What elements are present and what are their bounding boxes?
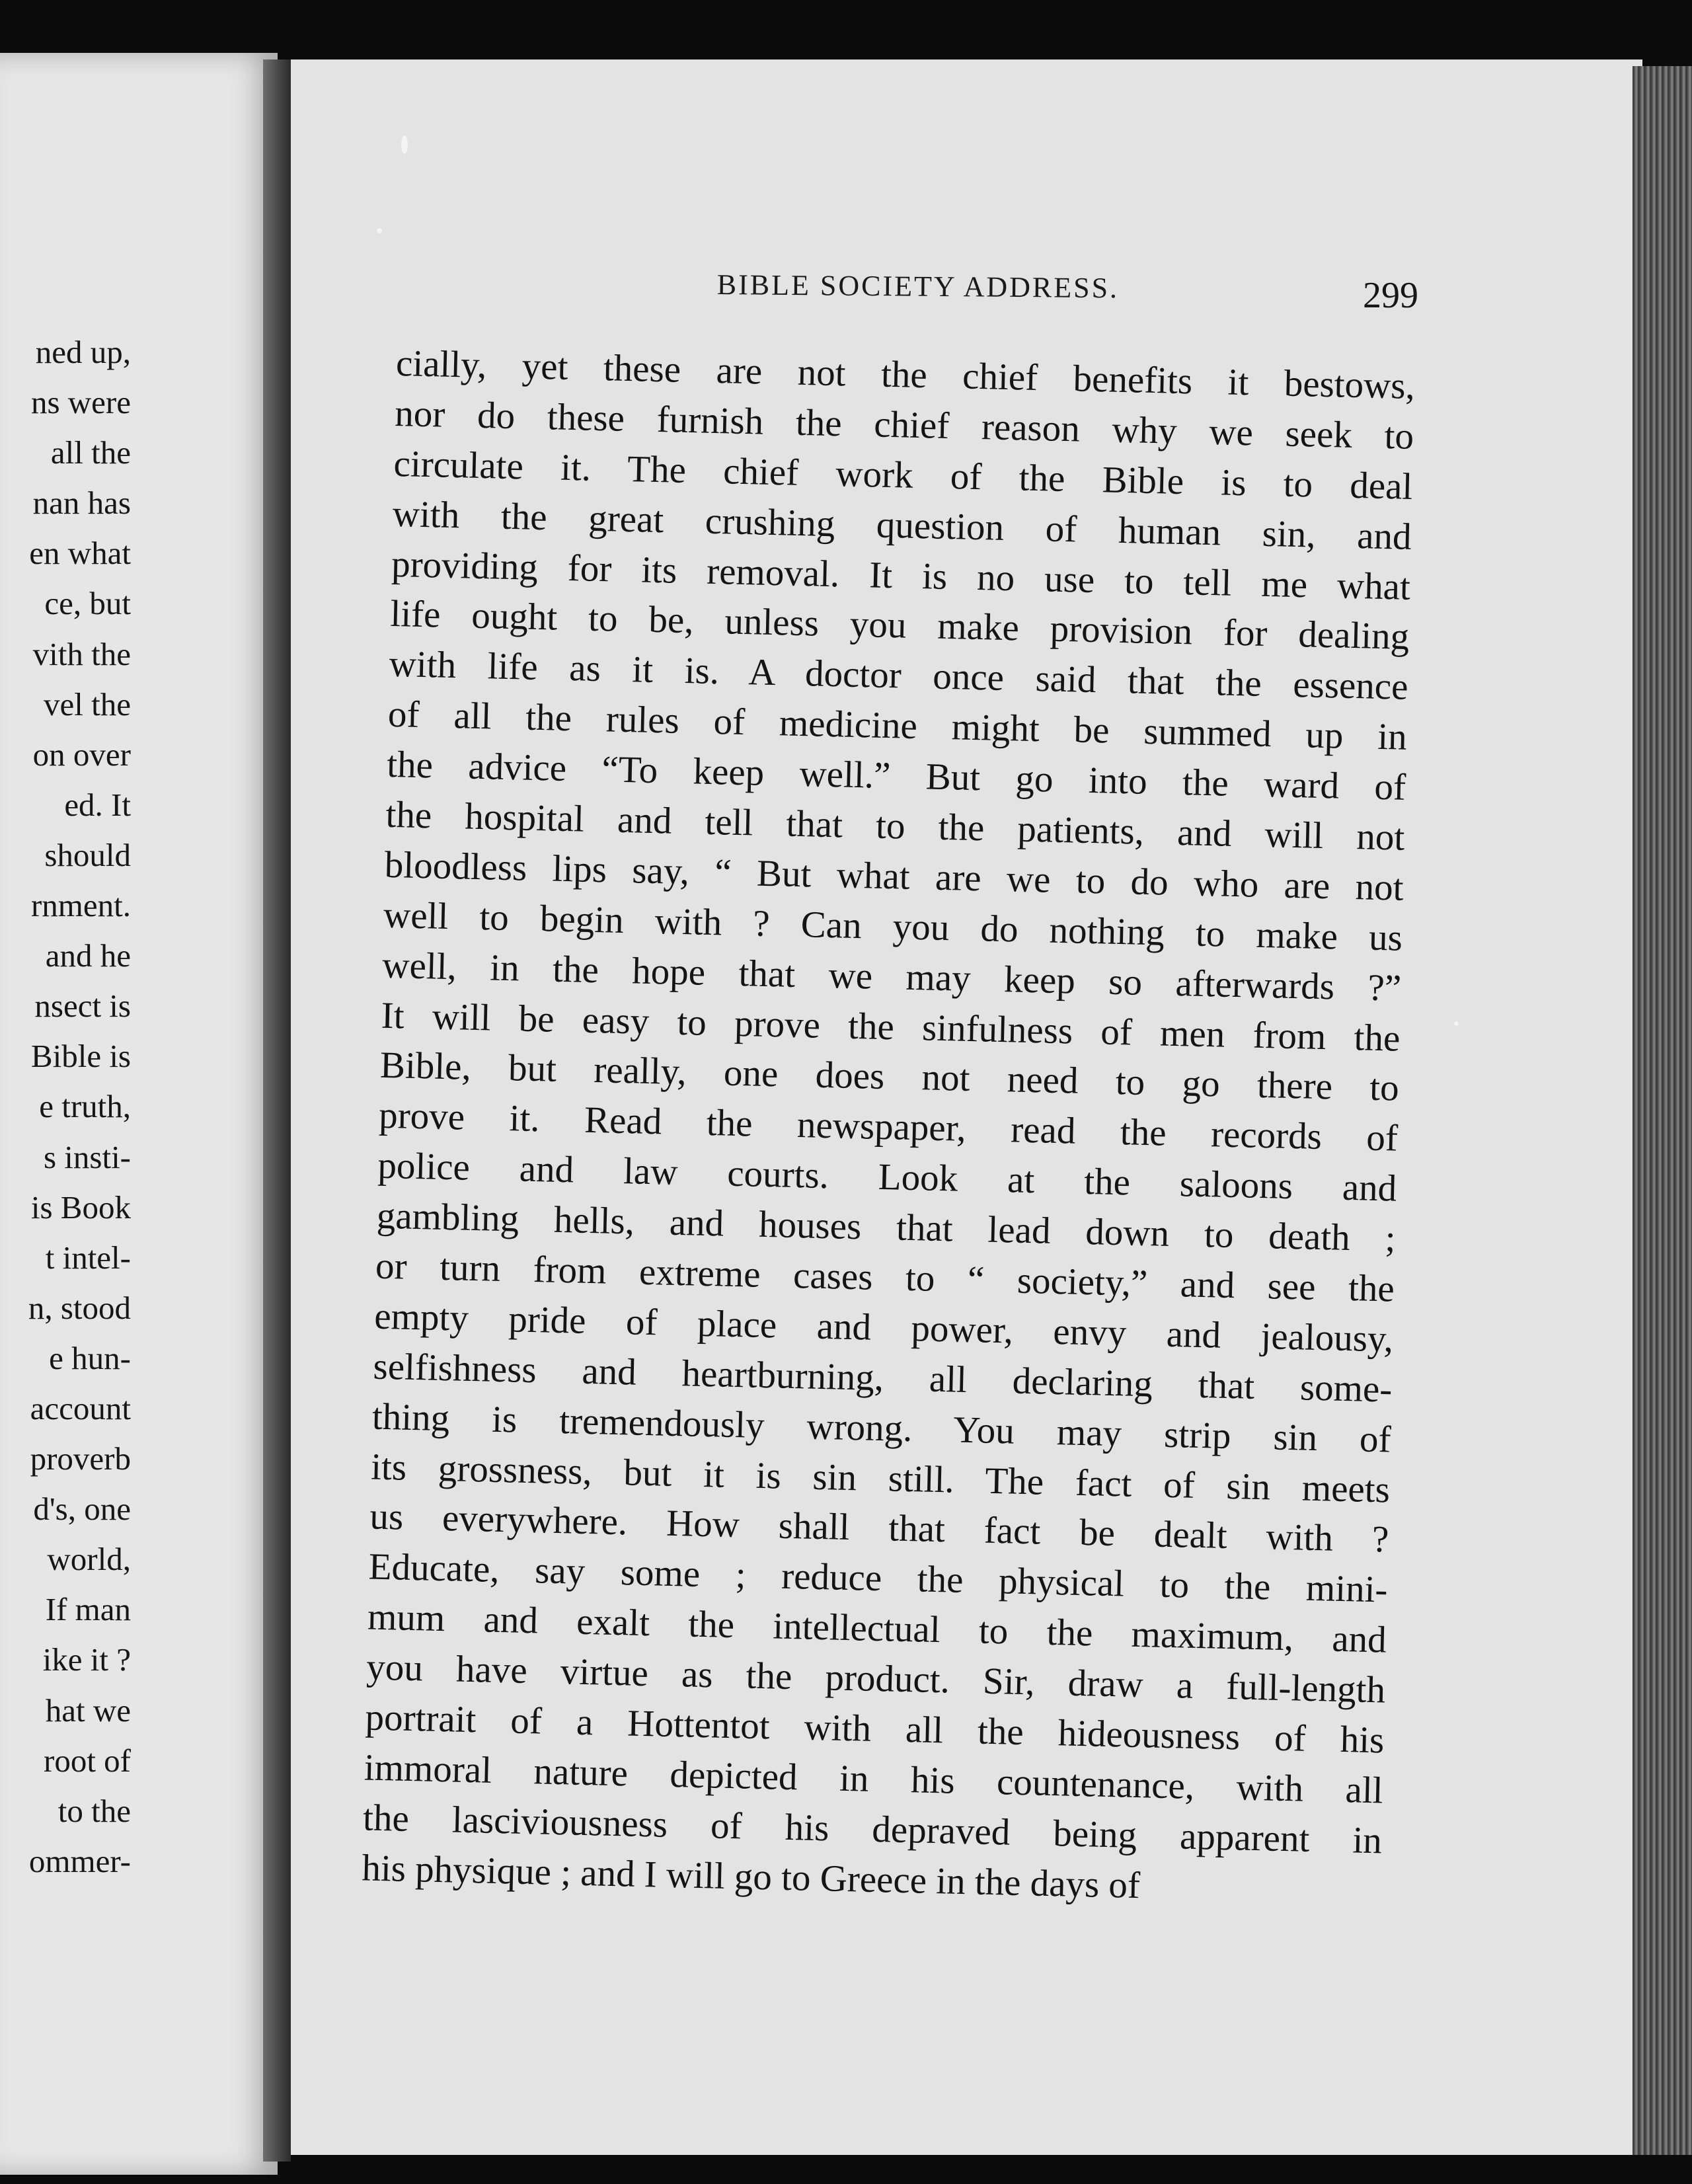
left-page-line: rnment. — [30, 887, 131, 924]
text-line: the advice “To keep well.” But go into the ward of — [386, 743, 1406, 808]
text-line: life ought to be, unless you make provision for dealing — [389, 593, 1410, 658]
text-line: well, in the hope that we may keep so afterwards ?” — [381, 944, 1402, 1009]
left-page-line: root of — [44, 1742, 131, 1779]
left-page-line: vel the — [44, 685, 131, 722]
text-line: with life as it is. A doctor once said that the essence — [389, 643, 1409, 709]
left-page-line: vith the — [32, 635, 131, 672]
left-page-line: world, — [47, 1541, 131, 1578]
text-line: us everywhere. How shall that fact be dealt with ? — [369, 1496, 1389, 1561]
text-line: his physique ; and I will go to Greece in the days of — [361, 1847, 1141, 1906]
text-line: with the great crushing question of human sin, and — [392, 492, 1412, 558]
dust-speck — [377, 228, 382, 233]
left-page-line: n, stood — [28, 1289, 131, 1326]
left-page-line: nan has — [32, 485, 131, 522]
text-line: nor do these furnish the chief reason why we seek to — [394, 392, 1414, 457]
left-page-line: ed. It — [64, 786, 131, 823]
text-line: portrait of a Hottentot with all the hideousness of his — [364, 1696, 1385, 1762]
left-page-line: on over — [32, 736, 131, 773]
left-page-line: ns were — [30, 384, 131, 421]
left-page-line: nsect is — [34, 988, 131, 1025]
left-page-line: t intel- — [45, 1239, 131, 1276]
text-line: you have virtue as the product. Sir, draw a full-length — [365, 1646, 1386, 1711]
left-page-line: ned up, — [35, 334, 131, 370]
text-line: bloodless lips say, “ But what are we to do who are not — [384, 843, 1404, 909]
left-page-line: hat we — [45, 1692, 131, 1729]
left-page-line: ce, but — [44, 585, 131, 622]
text-line: It will be easy to prove the sinfulness of men from the — [381, 994, 1401, 1060]
text-line: cially, yet these are not the chief benefits it bestows, — [395, 342, 1416, 407]
left-page-line: If man — [45, 1591, 131, 1628]
text-line: the hospital and tell that to the patients, and will not — [385, 793, 1405, 859]
text-line: mum and exalt the intellectual to the maximum, and — [367, 1596, 1387, 1661]
text-line: the lasciviousness of his depraved being apparent in — [362, 1797, 1383, 1862]
text-line: gambling hells, and houses that lead down to death ; — [376, 1194, 1397, 1260]
text-line: thing is tremendously wrong. You may strip sin of — [371, 1395, 1392, 1461]
body-text-column — [362, 338, 1416, 1916]
left-page-line: ike it ? — [42, 1641, 131, 1678]
text-line: immoral nature depicted in his countenance, with all — [364, 1746, 1384, 1812]
left-page-line: and he — [45, 937, 131, 974]
left-page-line: should — [44, 836, 131, 873]
text-line: selfishness and heartburning, all declaring that some- — [372, 1345, 1393, 1411]
text-line: well to begin with ? Can you do nothing to make us — [383, 894, 1403, 959]
left-page-line: d's, one — [33, 1491, 131, 1528]
left-page-line: to the — [58, 1792, 131, 1829]
text-line: prove it. Read the newspaper, read the records of — [378, 1095, 1399, 1160]
left-page-line: e hun- — [49, 1339, 131, 1376]
text-line: or turn from extreme cases to “ society,” and see the — [375, 1245, 1395, 1310]
page-number: 299 — [1363, 275, 1418, 316]
running-head: BIBLE SOCIETY ADDRESS. — [716, 268, 1120, 305]
book-gutter — [263, 59, 291, 2162]
left-page-line: ommer- — [28, 1842, 131, 1879]
text-line: Educate, say some ; reduce the physical to the mini- — [368, 1545, 1389, 1611]
left-page-line: proverb — [30, 1440, 131, 1477]
text-line: police and law courts. Look at the saloons and — [377, 1144, 1397, 1210]
text-line: Bible, but really, one does not need to go there to — [379, 1044, 1400, 1110]
left-page-text-column — [0, 327, 131, 1887]
left-page-line: all the — [50, 434, 131, 471]
text-line: providing for its removal. It is no use to tell me what — [391, 543, 1411, 608]
left-page-line: s insti- — [43, 1138, 131, 1175]
left-page-line: e truth, — [39, 1088, 131, 1125]
left-page-line: en what — [29, 535, 131, 572]
dust-speck — [401, 136, 408, 154]
text-line: of all the rules of medicine might be summed up in — [387, 693, 1408, 759]
text-line: circulate it. The chief work of the Bible is to deal — [393, 442, 1414, 508]
text-line: its grossness, but it is sin still. The fact of sin meets — [370, 1446, 1391, 1511]
left-page-line: Bible is — [30, 1038, 131, 1075]
dust-speck — [1454, 1021, 1459, 1026]
left-page-line: is Book — [30, 1189, 131, 1226]
page-edges — [1633, 66, 1692, 2155]
text-line: empty pride of place and power, envy and jealousy, — [373, 1295, 1394, 1360]
left-page-line: account — [30, 1389, 131, 1426]
